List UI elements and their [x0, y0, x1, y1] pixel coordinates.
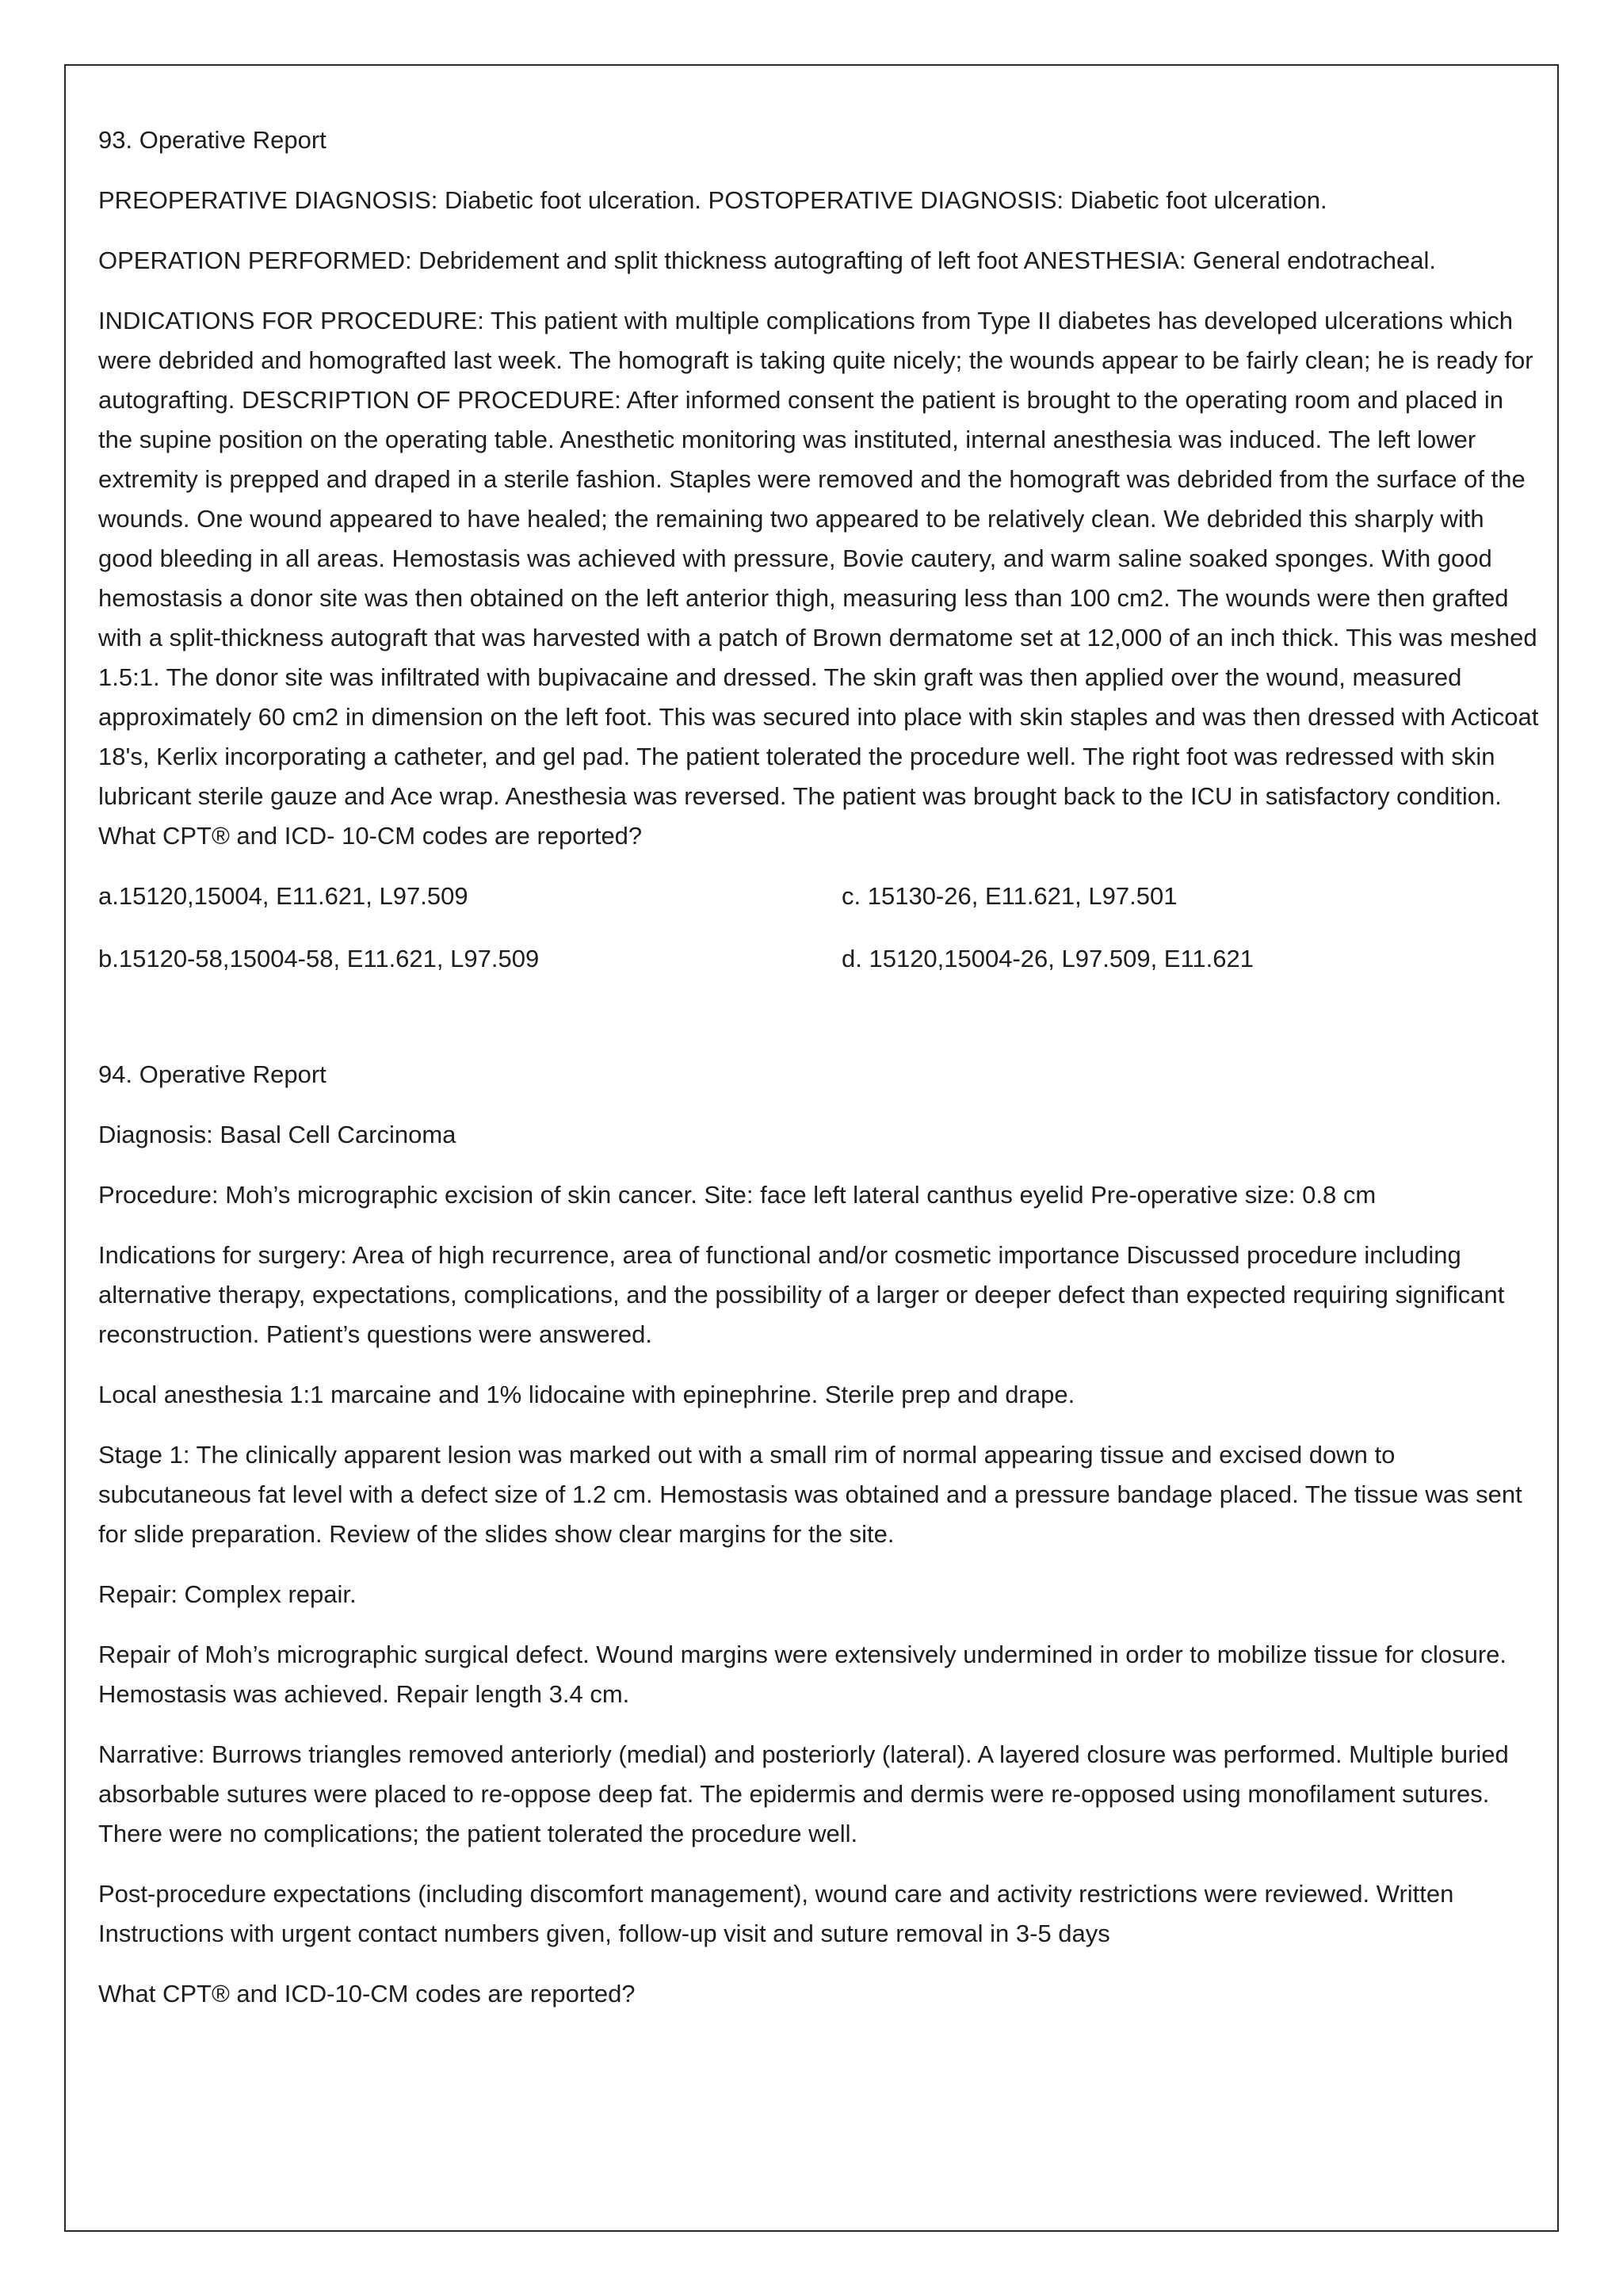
question-94-post-procedure: Post-procedure expectations (including discomfort management), wound care and activity restrictions were reviewed. Written Instructions with urgent contact numbers given, follow-up visit and suture removal in 3-5 days: [98, 1880, 1454, 1947]
question-93: [98, 120, 1541, 979]
question-93-narrative: INDICATIONS FOR PROCEDURE: This patient with multiple complications from Type II diabetes has developed ulcerations which were debrided and homografted last week. The homograft is taking quite nicely; the wounds appear to be fairly clean; he is ready for autografting. DESCRIPTION OF PROCEDURE: After informed consent the patient is brought to the operating room and placed in the supine position on the operating table. Anesthetic monitoring was instituted, internal anesthesia was induced. The left lower extremity is prepped and draped in a sterile fashion. Staples were removed and the homograft was debrided from the surface of the wounds. One wound appeared to have healed; the remaining two appeared to be relatively clean. We debrided this sharply with good bleeding in all areas. Hemostasis was achieved with pressure, Bovie cautery, and warm saline soaked sponges. With good hemostasis a donor site was then obtained on the left anterior thigh, measuring less than 100 cm2. The wounds were then grafted with a split-thickness autograft that was harvested with a patch of Brown dermatome set at 12,000 of an inch thick. This was meshed 1.5:1. The donor site was infiltrated with bupivacaine and dressed. The skin graft was then applied over the wound, measured approximately 60 cm2 in dimension on the left foot. This was secured into place with skin staples and was then dressed with Acticoat 18's, Kerlix incorporating a catheter, and gel pad. The patient tolerated the procedure well. The right foot was redressed with skin lubricant sterile gauze and Ace wrap. Anesthesia was reversed. The patient was brought back to the ICU in satisfactory condition. What CPT® and ICD- 10-CM codes are reported?: [98, 307, 1539, 850]
question-94-narrative: Narrative: Burrows triangles removed anteriorly (medial) and posteriorly (lateral). A layered closure was performed. Multiple buried absorbable sutures were placed to re-oppose deep fat. The epidermis and dermis were re-opposed using monofilament sutures. There were no complications; the patient tolerated the procedure well.: [98, 1740, 1509, 1847]
option-d[interactable]: d. 15120,15004-26, L97.509, E11.621: [842, 945, 1254, 972]
question-94-procedure: Procedure: Moh’s micrographic excision of skin cancer. Site: face left lateral canthus eyelid Pre-operative size: 0.8 cm: [98, 1181, 1377, 1209]
option-a[interactable]: a.15120,15004, E11.621, L97.509: [98, 882, 468, 910]
question-93-heading: 93. Operative Report: [98, 126, 327, 154]
document-body: [98, 120, 1541, 2034]
question-94-indications: Indications for surgery: Area of high recurrence, area of functional and/or cosmetic importance Discussed procedure including alternative therapy, expectations, complications, and the possibility of a larger or deeper defect than expected requiring significant reconstruction. Patient’s questions were answered.: [98, 1241, 1505, 1348]
question-94-repair-details: Repair of Moh’s micrographic surgical defect. Wound margins were extensively undermined in order to mobilize tissue for closure. Hemostasis was achieved. Repair length 3.4 cm.: [98, 1641, 1507, 1708]
question-93-operation: OPERATION PERFORMED: Debridement and split thickness autografting of left foot ANESTHESIA: General endotracheal.: [98, 246, 1436, 274]
question-94-heading: 94. Operative Report: [98, 1060, 327, 1088]
question-94-anesthesia: Local anesthesia 1:1 marcaine and 1% lidocaine with epinephrine. Sterile prep and drape.: [98, 1381, 1075, 1408]
question-94-diagnosis: Diagnosis: Basal Cell Carcinoma: [98, 1121, 456, 1148]
option-c[interactable]: c. 15130-26, E11.621, L97.501: [842, 882, 1178, 910]
question-94: [98, 1055, 1541, 2014]
section-spacer: [98, 979, 1541, 1055]
question-94-stage-1: Stage 1: The clinically apparent lesion was marked out with a small rim of normal appearing tissue and excised down to subcutaneous fat level with a defect size of 1.2 cm. Hemostasis was obtained and a pressure bandage placed. The tissue was sent for slide preparation. Review of the slides show clear margins for the site.: [98, 1441, 1522, 1548]
option-b[interactable]: b.15120-58,15004-58, E11.621, L97.509: [98, 945, 540, 972]
question-93-diagnosis: PREOPERATIVE DIAGNOSIS: Diabetic foot ulceration. POSTOPERATIVE DIAGNOSIS: Diabetic foot ulceration.: [98, 186, 1327, 214]
question-93-options: [98, 877, 1541, 979]
question-94-prompt: What CPT® and ICD-10-CM codes are reported?: [98, 1980, 636, 2008]
question-94-repair-type: Repair: Complex repair.: [98, 1580, 357, 1608]
